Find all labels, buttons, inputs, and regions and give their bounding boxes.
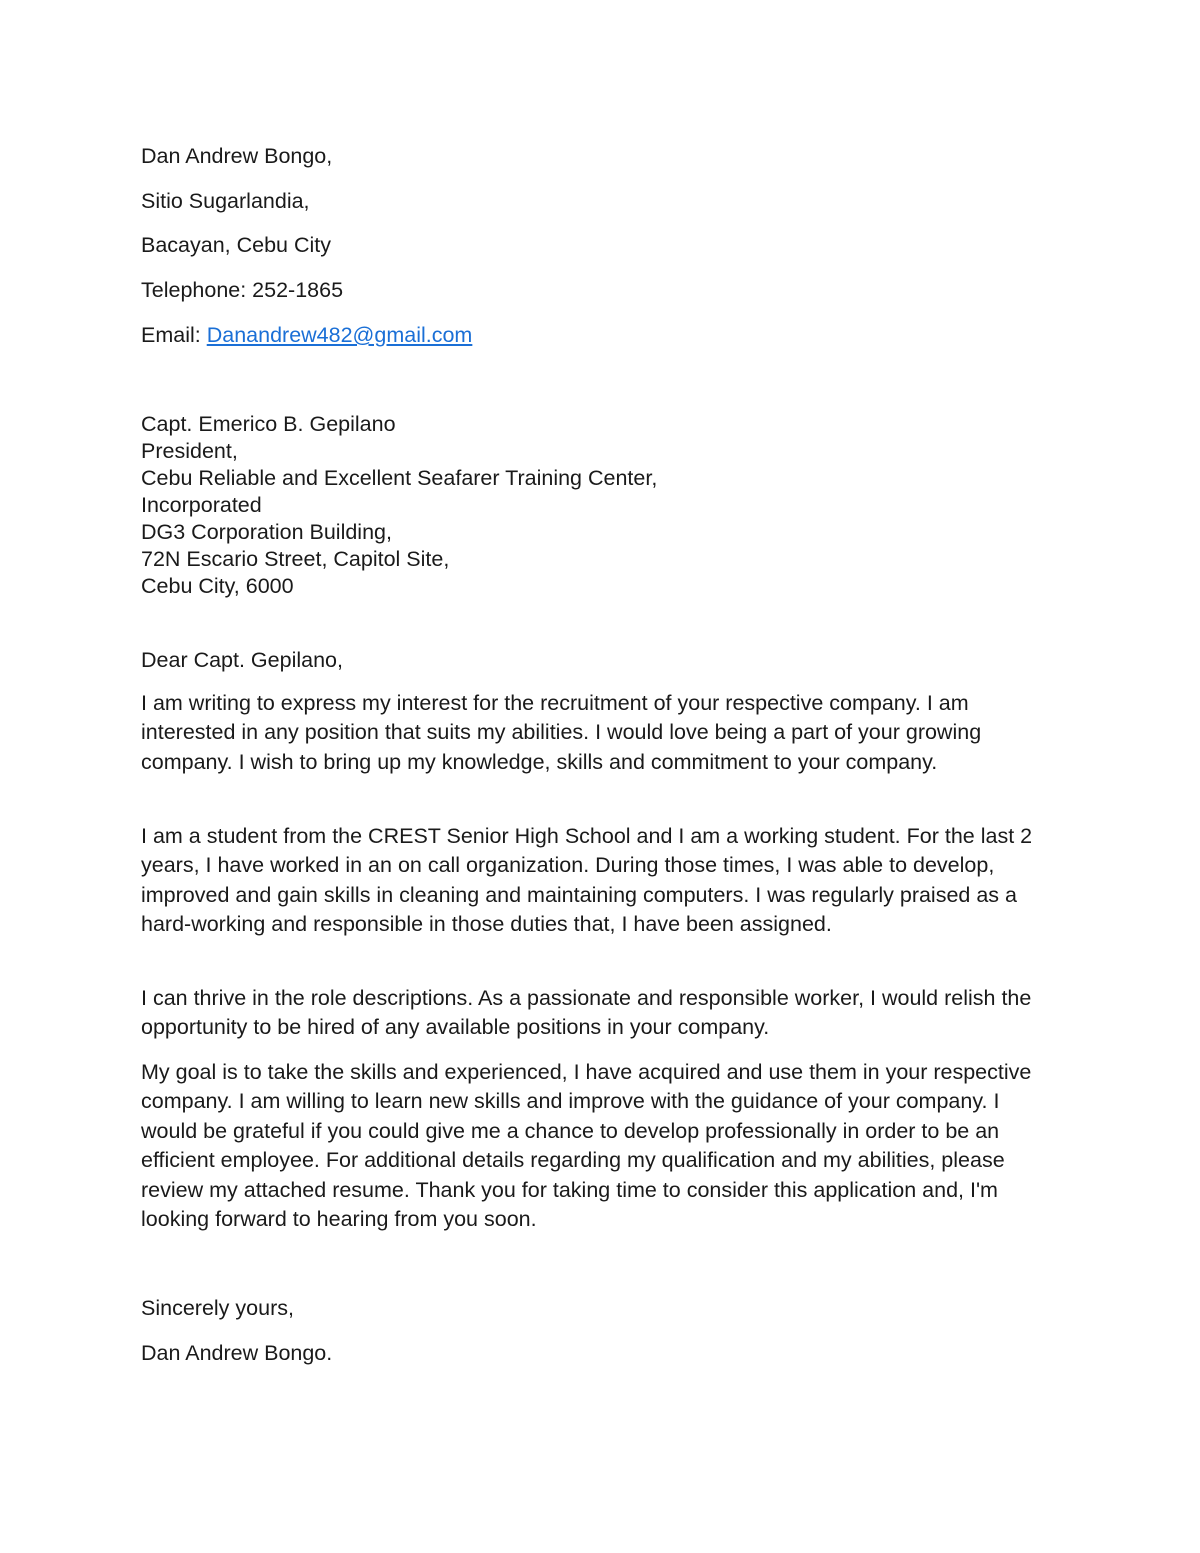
sender-address-line2: Bacayan, Cebu City	[141, 233, 332, 257]
closing: Sincerely yours,	[141, 1296, 294, 1320]
recipient-company-line1: Cebu Reliable and Excellent Seafarer Training Center,	[141, 466, 658, 490]
sender-email-label: Email:	[141, 323, 207, 347]
signature: Dan Andrew Bongo.	[141, 1341, 333, 1365]
body-paragraph-3: I can thrive in the role descriptions. As a passionate and responsible worker, I would relish the opportunity to be hired of any available positions in your company.	[141, 986, 1032, 1040]
body-paragraph-2: I am a student from the CREST Senior High School and I am a working student. For the last 2 years, I have worked in an on call organization. During those times, I was able to develop, improved and gain skills in cleaning and maintaining computers. I was regularly praised as a hard-working and responsible in those duties that, I have been assigned.	[141, 824, 1033, 937]
sender-name: Dan Andrew Bongo,	[141, 144, 333, 168]
recipient-company-line2: Incorporated	[141, 493, 262, 517]
sender-email-row	[141, 325, 472, 347]
salutation: Dear Capt. Gepilano,	[141, 648, 343, 672]
recipient-city: Cebu City, 6000	[141, 574, 294, 598]
sender-telephone: Telephone: 252-1865	[141, 278, 344, 302]
recipient-title: President,	[141, 439, 238, 463]
recipient-block	[141, 411, 1061, 600]
body-paragraph-4: My goal is to take the skills and experienced, I have acquired and use them in your respective company. I am willing to learn new skills and improve with the guidance of your company. I would be grateful if you could give me a chance to develop professionally in order to be an efficient employee. For additional details regarding my qualification and my abilities, please review my attached resume. Thank you for taking time to consider this application and, I'm looking forward to hearing from you soon.	[141, 1060, 1032, 1232]
body-paragraph-1: I am writing to express my interest for the recruitment of your respective company. I am interested in any position that suits my abilities. I would love being a part of your growing company. I wish to bring up my knowledge, skills and commitment to your company.	[141, 691, 982, 774]
recipient-building: DG3 Corporation Building,	[141, 520, 392, 544]
sender-address-line1: Sitio Sugarlandia,	[141, 189, 310, 213]
sender-email-link[interactable]: Danandrew482@gmail.com	[206, 323, 473, 347]
recipient-street: 72N Escario Street, Capitol Site,	[141, 547, 450, 571]
recipient-name: Capt. Emerico B. Gepilano	[141, 412, 396, 436]
